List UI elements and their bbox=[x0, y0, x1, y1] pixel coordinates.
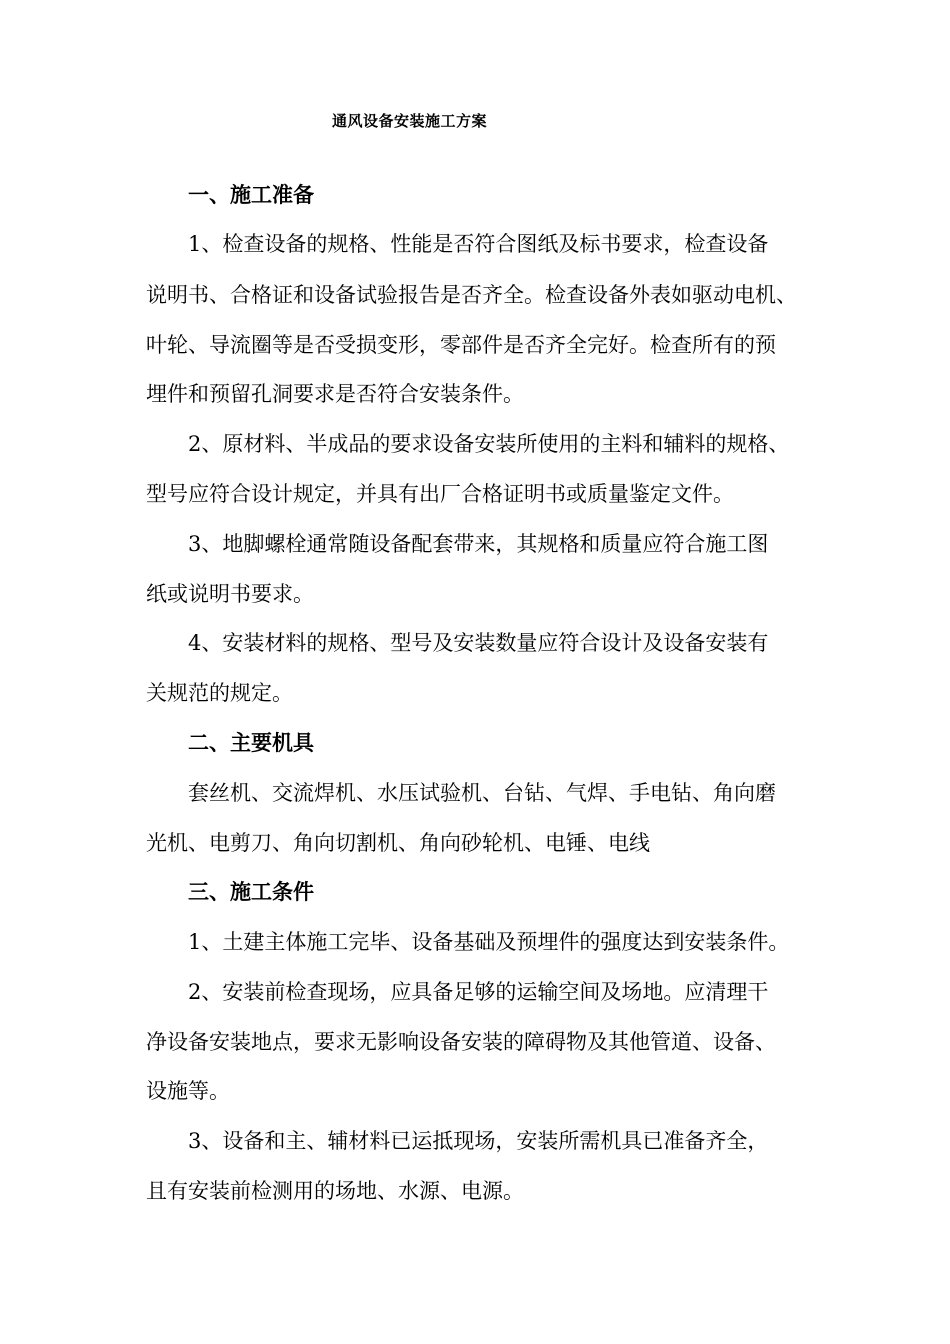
paragraph-line: 1、土建主体施工完毕、设备基础及预埋件的强度达到安装条件。 bbox=[188, 930, 790, 954]
paragraph-line: 1、检查设备的规格、性能是否符合图纸及标书要求，检查设备 bbox=[188, 232, 769, 256]
paragraph-line: 叶轮、导流圈等是否受损变形，零部件是否齐全完好。检查所有的预 bbox=[146, 333, 776, 357]
document-title: 通风设备安装施工方案 bbox=[332, 112, 488, 130]
paragraph-line: 说明书、合格证和设备试验报告是否齐全。检查设备外表如驱动电机、 bbox=[146, 283, 797, 307]
paragraph-line: 关规范的规定。 bbox=[146, 681, 293, 705]
paragraph-line: 埋件和预留孔洞要求是否符合安装条件。 bbox=[146, 382, 524, 406]
section-heading: 三、施工条件 bbox=[188, 880, 314, 904]
paragraph-line: 套丝机、交流焊机、水压试验机、台钻、气焊、手电钻、角向磨 bbox=[188, 781, 776, 805]
paragraph-line: 且有安装前检测用的场地、水源、电源。 bbox=[146, 1179, 524, 1203]
paragraph-line: 3、地脚螺栓通常随设备配套带来，其规格和质量应符合施工图 bbox=[188, 532, 769, 556]
paragraph-line: 纸或说明书要求。 bbox=[146, 582, 314, 606]
section-heading: 一、施工准备 bbox=[188, 183, 314, 207]
paragraph-line: 净设备安装地点，要求无影响设备安装的障碍物及其他管道、设备、 bbox=[146, 1030, 776, 1054]
section-heading: 二、主要机具 bbox=[188, 731, 314, 755]
paragraph-line: 4、安装材料的规格、型号及安装数量应符合设计及设备安装有 bbox=[188, 631, 769, 655]
paragraph-line: 2、安装前检查现场，应具备足够的运输空间及场地。应清理干 bbox=[188, 980, 769, 1004]
paragraph-line: 光机、电剪刀、角向切割机、角向砂轮机、电锤、电线 bbox=[146, 831, 650, 855]
paragraph-line: 设施等。 bbox=[146, 1079, 230, 1103]
paragraph-line: 型号应符合设计规定，并具有出厂合格证明书或质量鉴定文件。 bbox=[146, 482, 734, 506]
paragraph-line: 3、设备和主、辅材料已运抵现场，安装所需机具已准备齐全， bbox=[188, 1129, 769, 1153]
paragraph-line: 2、原材料、半成品的要求设备安装所使用的主料和辅料的规格、 bbox=[188, 432, 790, 456]
